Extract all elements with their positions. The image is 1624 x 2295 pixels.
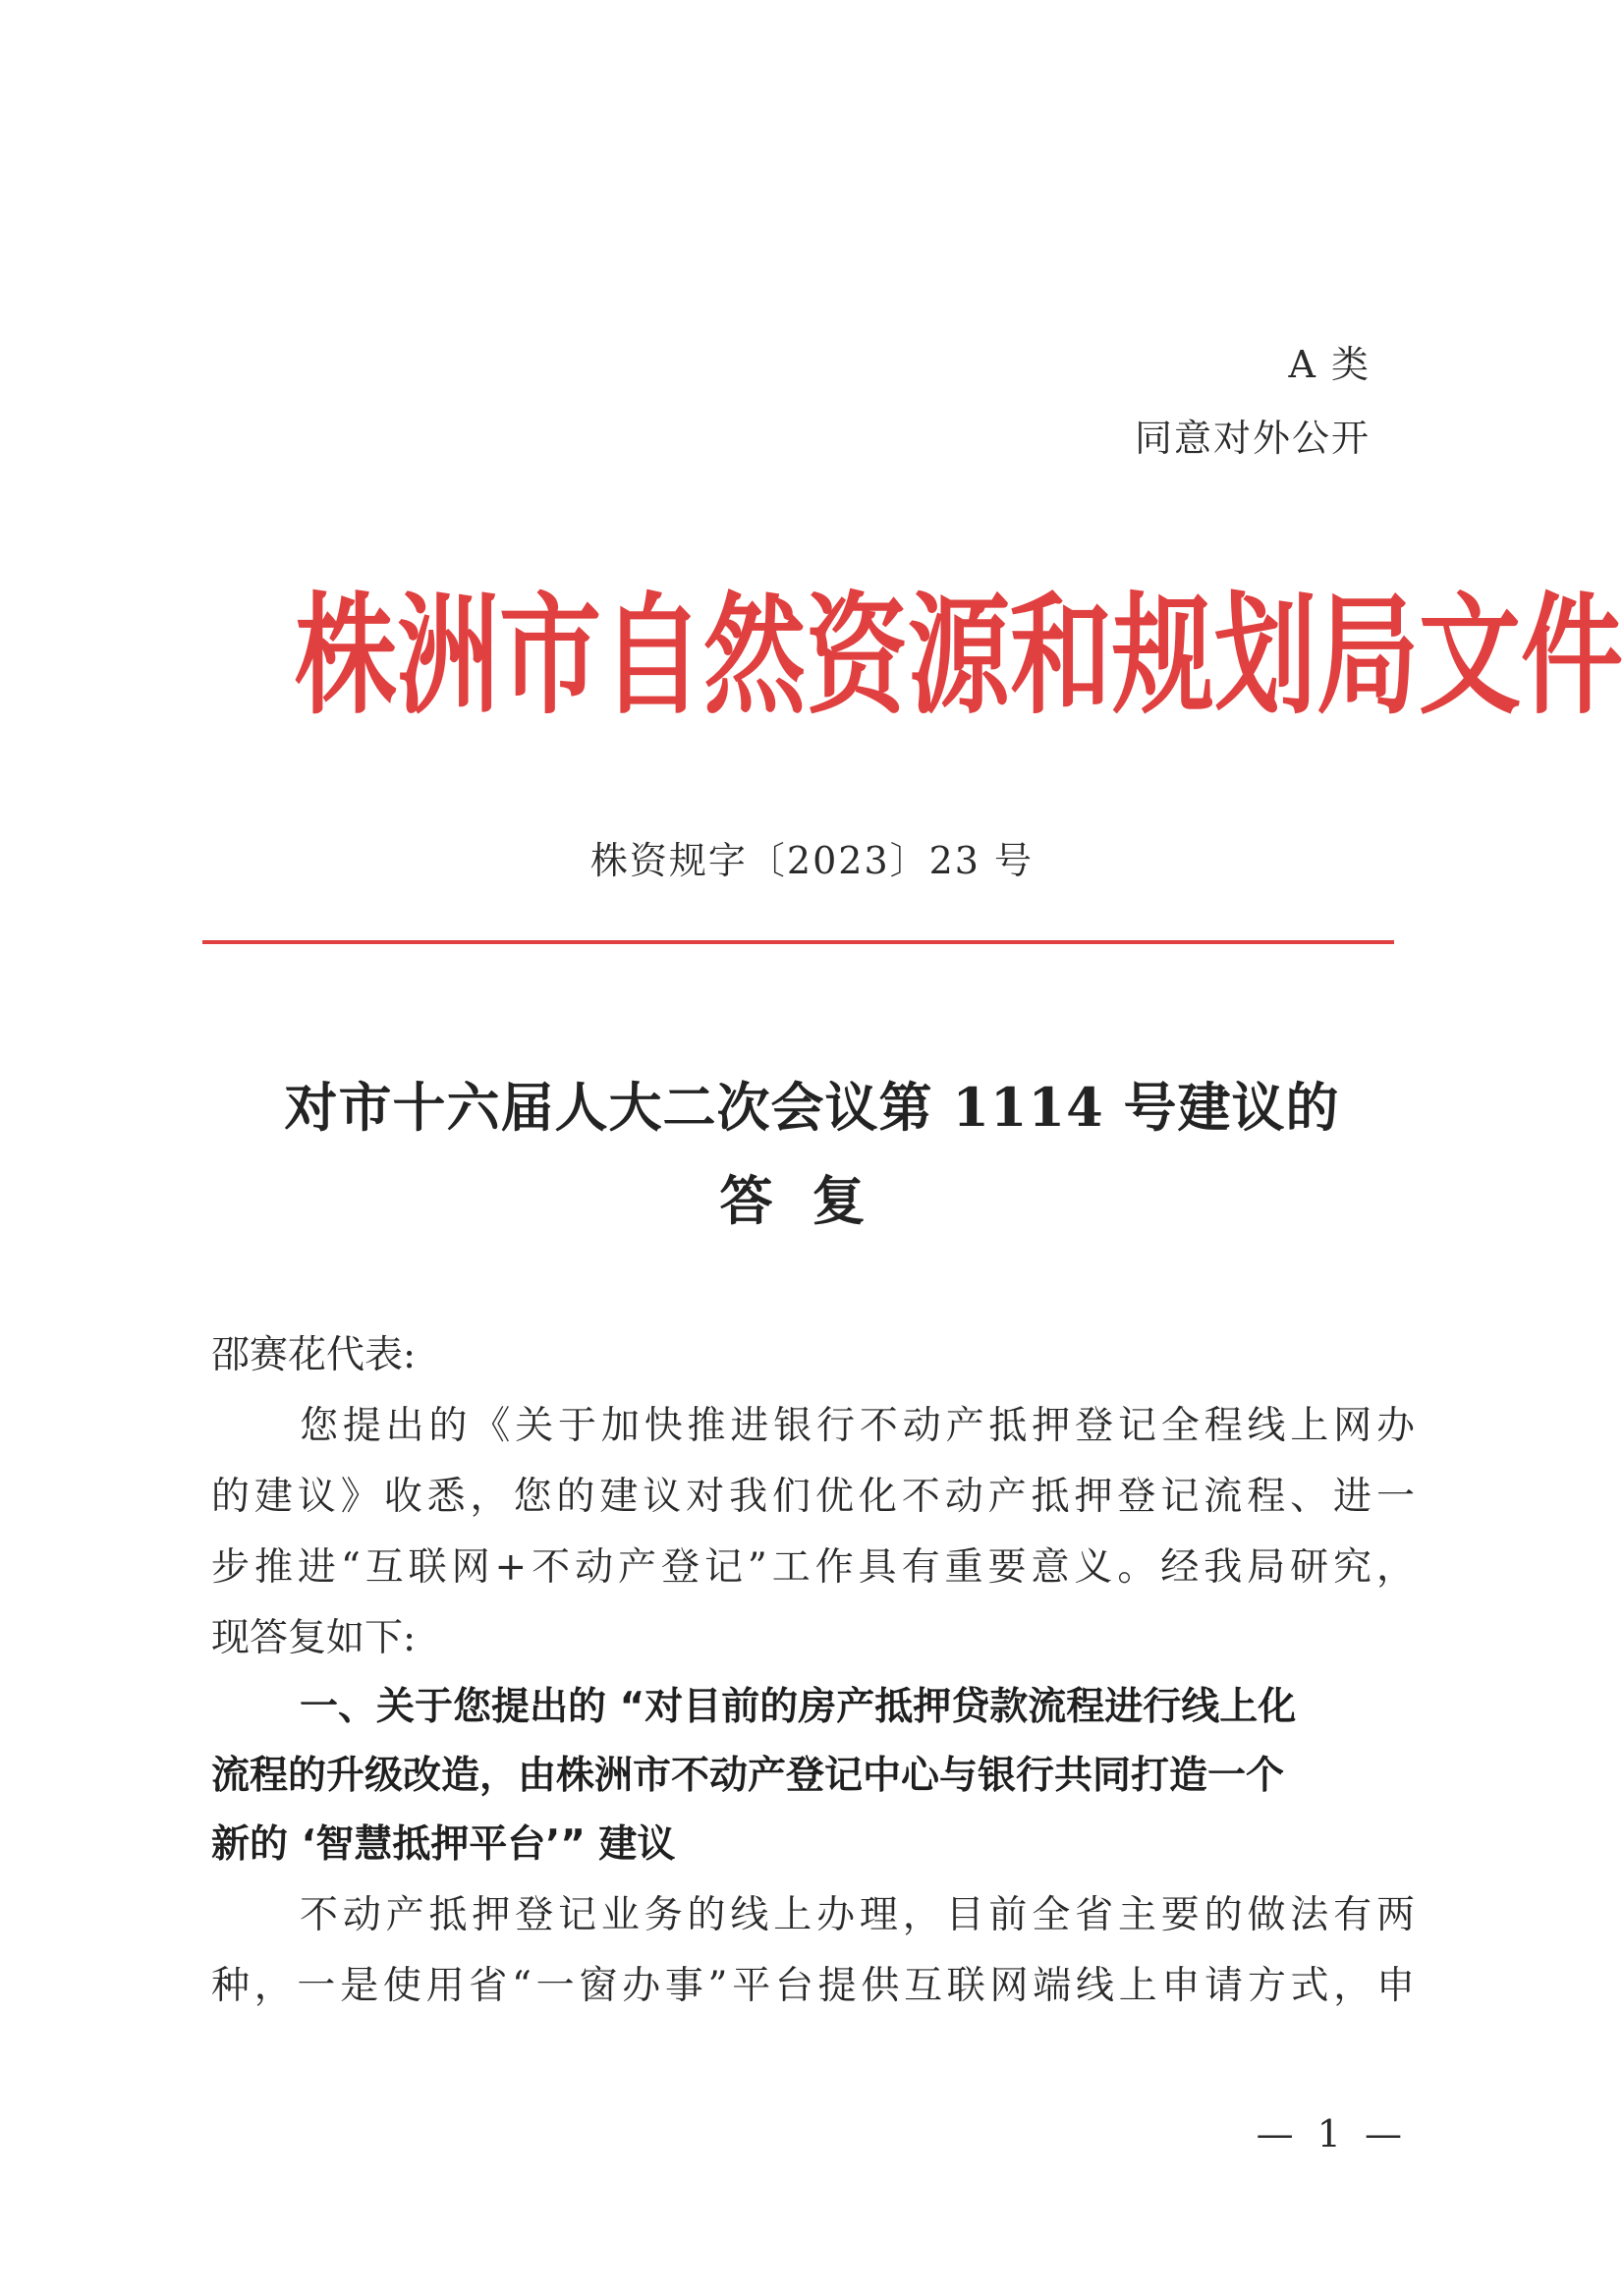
paragraph-1-line: 的建议》收悉，您的建议对我们优化不动产抵押登记流程、进一 <box>211 1475 1415 1519</box>
section-1-heading-line: 流程的升级改造，由株洲市不动产登记中心与银行共同打造一个 <box>211 1754 1285 1798</box>
document-title-line-2: 答复 <box>719 1169 905 1232</box>
category-label: A 类 <box>1288 343 1371 386</box>
document-title-line-1: 对市十六届人大二次会议第 1114 号建议的 <box>284 1076 1340 1139</box>
red-divider-line <box>202 940 1394 944</box>
salutation: 邵赛花代表: <box>211 1333 417 1377</box>
document-number: 株资规字〔2023〕23 号 <box>589 839 1035 882</box>
paragraph-1-line: 步推进“互联网+不动产登记”工作具有重要意义。经我局研究， <box>211 1545 1415 1590</box>
paragraph-1-line: 现答复如下: <box>211 1616 417 1660</box>
page-number: — 1 — <box>1256 2112 1408 2155</box>
paragraph-2-line: 不动产抵押登记业务的线上办理，目前全省主要的做法有两 <box>300 1893 1415 1937</box>
section-1-heading-line: 新的 ‘智慧抵押平台’” 建议 <box>211 1822 676 1867</box>
agency-header-title: 株洲市自然资源和规划局文件 <box>295 579 1624 733</box>
section-1-heading-line: 一、关于您提出的 “对目前的房产抵押贷款流程进行线上化 <box>300 1685 1297 1729</box>
paragraph-1-line: 您提出的《关于加快推进银行不动产抵押登记全程线上网办 <box>300 1404 1415 1448</box>
paragraph-2-line: 种，一是使用省“一窗办事”平台提供互联网端线上申请方式，申 <box>211 1964 1415 2008</box>
disclosure-label: 同意对外公开 <box>1134 417 1371 460</box>
